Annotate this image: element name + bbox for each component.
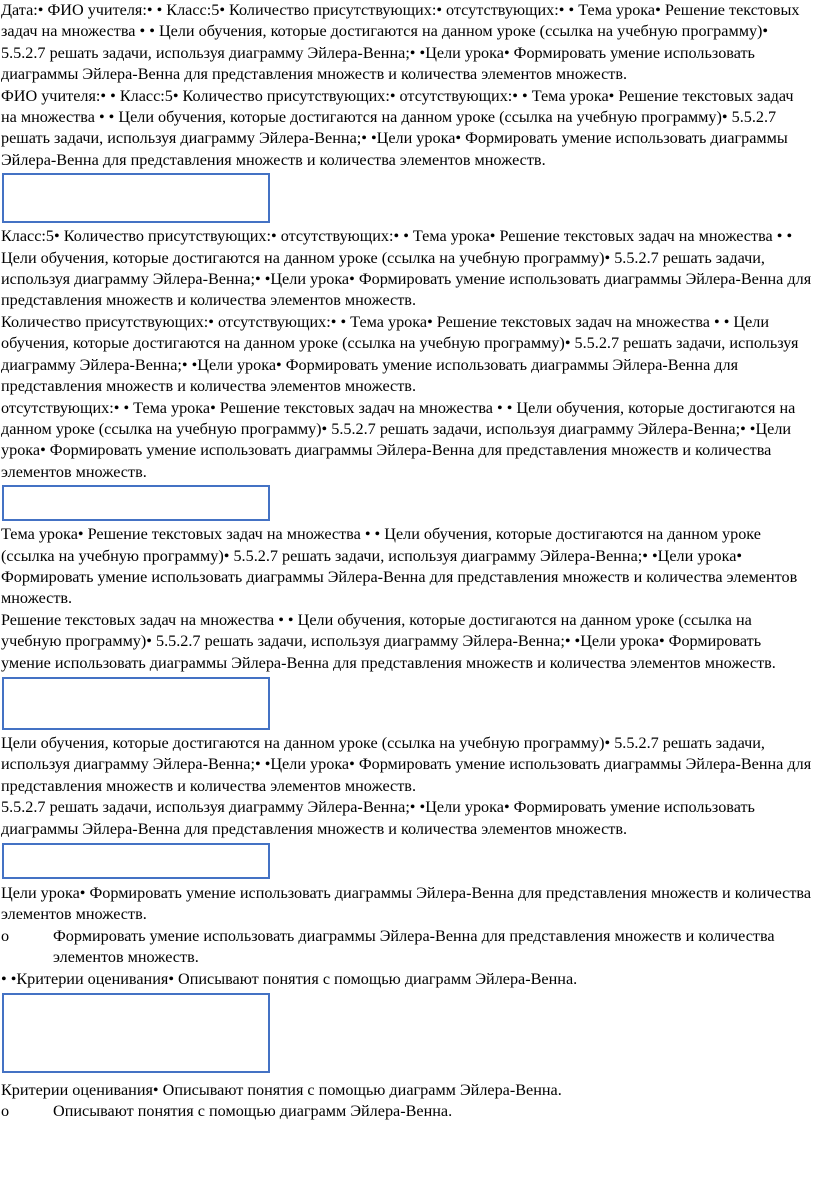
paragraph-7: Решение текстовых задач на множества • • Цели обучения, которые достигаются на данном уроке (ссылка на учебную программу)• 5.5.2.7 решать задачи, используя диаграмму Эйлера-Венна;• •Цели урока• Формировать умение использовать диаграммы Эйлера-Венна для представления множеств и количества элементов множеств. <box>1 610 776 672</box>
paragraph-5: отсутствующих:• • Тема урока• Решение текстовых задач на множества • • Цели обучения, которые достигаются на данном уроке (ссылка на учебную программу)• 5.5.2.7 решать задачи, используя диаграмму Эйлера-Венна;• •Цели урока• Формировать умение использовать диаграммы Эйлера-Венна для представления множеств и количества элементов множеств. <box>1 398 796 481</box>
paragraph-2: ФИО учителя:• • Класс:5• Количество присутствующих:• отсутствующих:• • Тема урока• Решение текстовых задач на множества • • Цели обучения, которые достигаются на данном уроке (ссылка на учебную программу)• 5.5.2.7 решать задачи, используя диаграмму Эйлера-Венна;• •Цели урока• Формировать умение использовать диаграммы Эйлера-Венна для представления множеств и количества элементов множеств. <box>1 86 794 169</box>
list-marker: o <box>1 926 10 945</box>
list-item-text: Описывают понятия с помощью диаграмм Эйлера-Венна. <box>53 1102 453 1121</box>
list-marker: o <box>1 1102 10 1121</box>
paragraph-13: Критерии оценивания• Описывают понятия с помощью диаграмм Эйлера-Венна. <box>1 1081 562 1100</box>
paragraph-3: Класс:5• Количество присутствующих:• отсутствующих:• • Тема урока• Решение текстовых задач на множества • • Цели обучения, которые достигаются на данном уроке (ссылка на учебную программу)• 5.5.2.7 решать задачи, используя диаграмму Эйлера-Венна;• •Цели урока• Формировать умение использовать диаграммы Эйлера-Венна для представления множеств и количества элементов множеств. <box>1 227 812 310</box>
list-item-text: Формировать умение использовать диаграммы Эйлера-Венна для представления множеств и количества элементов множеств. <box>53 926 775 967</box>
empty-frame-3 <box>2 677 270 730</box>
paragraph-12: • •Критерии оценивания• Описывают понятия с помощью диаграмм Эйлера-Венна. <box>1 969 578 988</box>
paragraph-6: Тема урока• Решение текстовых задач на множества • • Цели обучения, которые достигаются на данном уроке (ссылка на учебную программу)• 5.5.2.7 решать задачи, используя диаграмму Эйлера-Венна;• •Цели урока• Формировать умение использовать диаграммы Эйлера-Венна для представления множеств и количества элементов множеств. <box>1 525 798 608</box>
empty-frame-1 <box>2 173 270 223</box>
empty-frame-5 <box>2 993 270 1073</box>
list-item-goal <box>1 926 813 969</box>
paragraph-9: 5.5.2.7 решать задачи, используя диаграмму Эйлера-Венна;• •Цели урока• Формировать умение использовать диаграммы Эйлера-Венна для представления множеств и количества элементов множеств. <box>1 798 755 838</box>
paragraph-4: Количество присутствующих:• отсутствующих:• • Тема урока• Решение текстовых задач на множества • • Цели обучения, которые достигаются на данном уроке (ссылка на учебную программу)• 5.5.2.7 решать задачи, используя диаграмму Эйлера-Венна;• •Цели урока• Формировать умение использовать диаграммы Эйлера-Венна для представления множеств и количества элементов множеств. <box>1 312 799 396</box>
document-page <box>1 0 813 1123</box>
empty-frame-4 <box>2 843 270 879</box>
paragraph-1: Дата:• ФИО учителя:• • Класс:5• Количество присутствующих:• отсутствующих:• • Тема урока• Решение текстовых задач на множества • • Цели обучения, которые достигаются на данном уроке (ссылка на учебную программу)• 5.5.2.7 решать задачи, используя диаграмму Эйлера-Венна;• •Цели урока• Формировать умение использовать диаграммы Эйлера-Венна для представления множеств и количества элементов множеств. <box>1 1 800 84</box>
empty-frame-2 <box>2 485 270 521</box>
paragraph-8: Цели обучения, которые достигаются на данном уроке (ссылка на учебную программу)• 5.5.2.7 решать задачи, используя диаграмму Эйлера-Венна;• •Цели урока• Формировать умение использовать диаграммы Эйлера-Венна для представления множеств и количества элементов множеств. <box>1 733 812 795</box>
paragraph-10: Цели урока• Формировать умение использовать диаграммы Эйлера-Венна для представления множеств и количества элементов множеств. <box>1 884 812 924</box>
list-item-criteria <box>1 1101 813 1122</box>
